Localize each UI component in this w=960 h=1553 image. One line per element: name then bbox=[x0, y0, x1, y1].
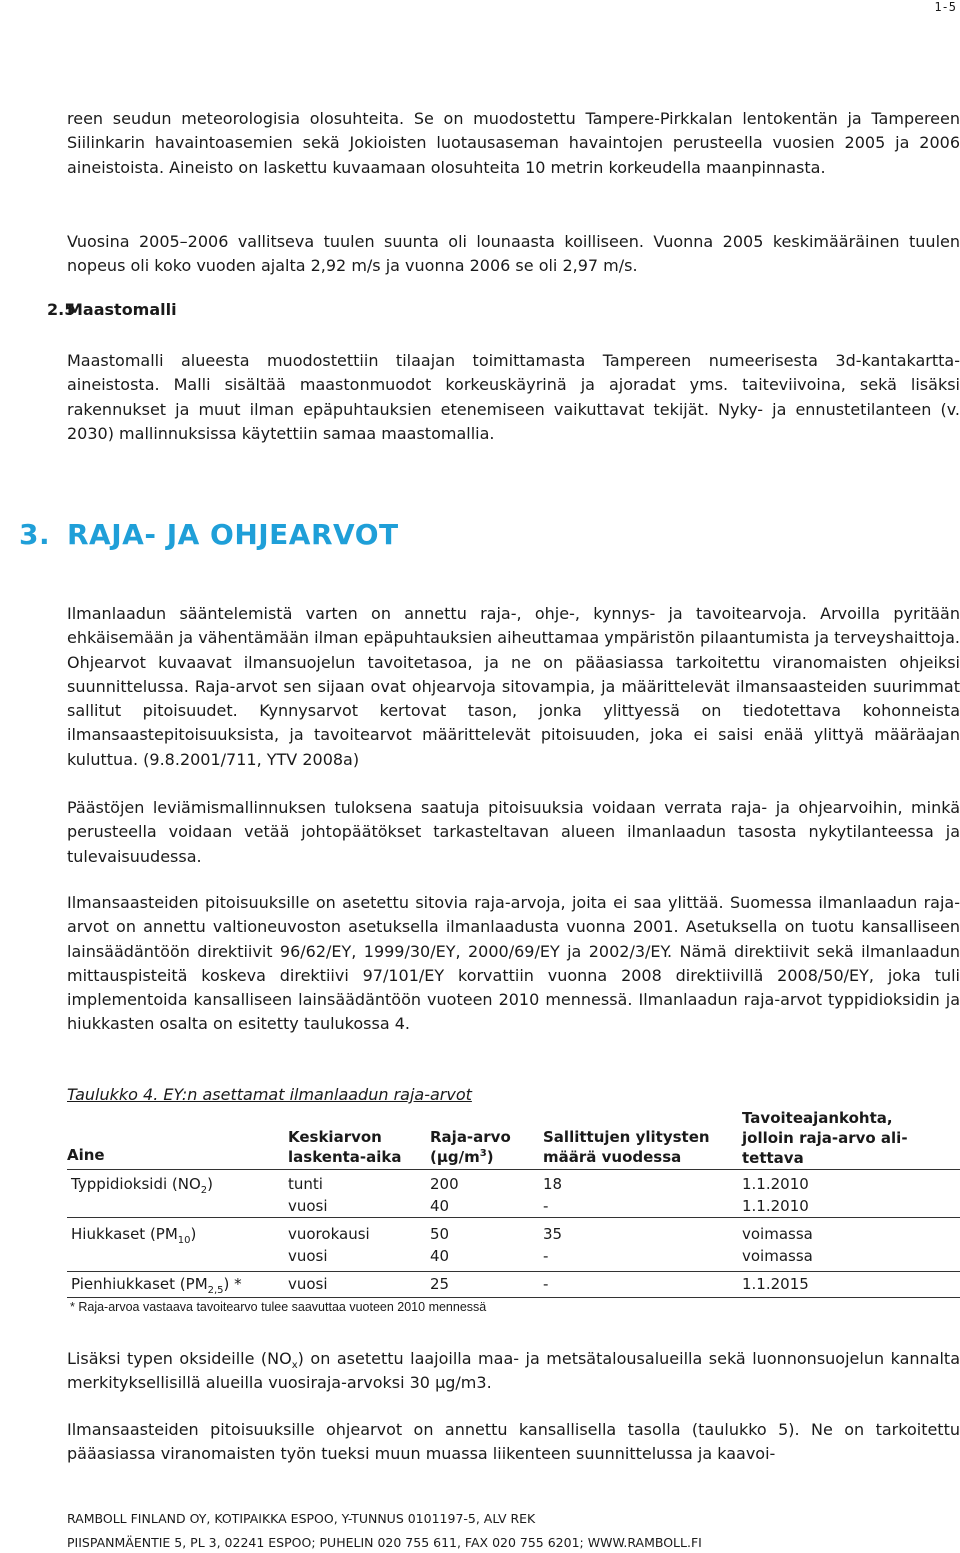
target-value: voimassa bbox=[742, 1225, 813, 1243]
cell-limit bbox=[430, 1173, 459, 1217]
cell-time bbox=[288, 1273, 328, 1295]
cell-aine bbox=[71, 1223, 196, 1245]
target-value: voimassa bbox=[742, 1247, 813, 1265]
dispersion-paragraph: Päästöjen leviämismallinnuksen tuloksena saatuja pitoisuuksia voidaan verrata raja- ja ohjearvoihin, minkä perusteella voidaan vetää johtopäätökset tarkasteltavan alueen ilmanlaadun tasosta nykytilanteessa ja tulevaisuudessa. bbox=[67, 798, 960, 866]
cell-target bbox=[742, 1173, 809, 1217]
time-value: vuosi bbox=[288, 1197, 328, 1215]
table-row bbox=[67, 1218, 960, 1272]
cell-exceed bbox=[543, 1273, 548, 1295]
maastomalli-paragraph: Maastomalli alueesta muodostettiin tilaajan toimittamasta Tampereen numeerisesta 3d-kantakartta-aineistosta. Malli sisältää maastonmuodot korkeuskäyrinä ja ajoradat yms. taiteviivoina, sekä lisäksi rakennukset ja muut ilman epäpuhtauksien etenemiseen vaikuttavat tekijät. Nyky- ja ennustetilanteen (v. 2030) mallinnuksissa käytettiin samaa maastomallia. bbox=[67, 351, 960, 443]
exceed-value: - bbox=[543, 1197, 549, 1215]
footer-contact-line: PIISPANMÄENTIE 5, PL 3, 02241 ESPOO; PUHELIN 020 755 611, FAX 020 755 6201; WWW.RAMBOLL.FI bbox=[67, 1535, 702, 1550]
cell-aine bbox=[71, 1173, 213, 1195]
section-heading-maastomalli bbox=[47, 300, 177, 319]
section-title: Maastomalli bbox=[67, 300, 177, 319]
header-sallittujen bbox=[543, 1127, 710, 1167]
time-value: tunti bbox=[288, 1175, 323, 1193]
header-keskiarvon-line2: laskenta-aika bbox=[288, 1148, 402, 1166]
cell-target bbox=[742, 1273, 809, 1295]
header-keskiarvon-line1: Keskiarvon bbox=[288, 1128, 382, 1146]
cell-aine bbox=[71, 1273, 242, 1295]
limit-value: 40 bbox=[430, 1197, 450, 1215]
cell-target bbox=[742, 1223, 813, 1267]
chapter-title: RAJA- JA OHJEARVOT bbox=[67, 518, 399, 551]
header-sallittujen-line1: Sallittujen ylitysten bbox=[543, 1128, 710, 1146]
nox-text-end: ) on asetettu laajoilla maa- ja metsätalousalueilla sekä luonnonsuojelun kannalta merkityksellisillä alueilla vuosiraja-arvoksi 30 µg/m3. bbox=[67, 1349, 960, 1393]
header-raja-unit-sup: 3 bbox=[479, 1148, 487, 1159]
aine-name: Pienhiukkaset (PM bbox=[71, 1275, 208, 1293]
aine-sub: 2,5 bbox=[207, 1285, 224, 1296]
target-value: 1.1.2015 bbox=[742, 1275, 809, 1293]
nox-paragraph bbox=[67, 1347, 960, 1396]
page-number: 1-5 bbox=[934, 0, 956, 14]
time-value: vuorokausi bbox=[288, 1225, 370, 1243]
aine-close: ) * bbox=[223, 1275, 242, 1293]
cell-time bbox=[288, 1173, 328, 1217]
directives-paragraph: Ilmansaasteiden pitoisuuksille on asetettu sitovia raja-arvoja, joita ei saa ylittää. Suomessa ilmanlaadun raja-arvot on annettu valtioneuvoston asetuksella ilmanlaadusta vuonna 2001. Asetuksella on tuotu kansalliseen lainsäädäntöön direktiivit 96/62/EY, 1999/30/EY, 2000/69/EY ja 2002/3/EY. Nämä direktiivit sekä ilmanlaadun mittauspisteitä koskeva direktiivi 97/101/EY korvattiin vuonna 2008 direktiivillä 2008/50/EY, joka tuli implementoida kansalliseen lainsäädäntöön vuoteen 2010 mennessä. Ilmanlaadun raja-arvot typpidioksidin ja hiukkasten osalta on esitetty taulukossa 4. bbox=[67, 893, 960, 1034]
table-header-row bbox=[67, 1105, 960, 1170]
section-number: 2.5 bbox=[47, 300, 76, 319]
cell-limit bbox=[430, 1273, 449, 1295]
header-sallittujen-line2: määrä vuodessa bbox=[543, 1148, 682, 1166]
aine-name: Hiukkaset (PM bbox=[71, 1225, 178, 1243]
intro-paragraph: reen seudun meteorologisia olosuhteita. Se on muodostettu Tampere-Pirkkalan lentokentän ja Tampereen Siilinkarin havaintoasemien sekä Jokioisten luotausaseman havaintojen perusteella vuosien 2005 ja 2006 aineistoista. Aineisto on laskettu kuvaamaan olosuhteita 10 metrin korkeudella maanpinnasta. bbox=[67, 109, 960, 177]
aine-close: ) bbox=[190, 1225, 197, 1243]
nox-text-start: Lisäksi typen oksideille (NO bbox=[67, 1349, 292, 1368]
limit-value: 40 bbox=[430, 1247, 450, 1265]
cell-exceed bbox=[543, 1173, 562, 1217]
header-raja-arvo-line1: Raja-arvo bbox=[430, 1128, 511, 1146]
limit-value: 25 bbox=[430, 1275, 450, 1293]
wind-paragraph: Vuosina 2005–2006 vallitseva tuulen suunta oli lounaasta koilliseen. Vuonna 2005 keskimääräinen tuulen nopeus oli koko vuoden ajalta 2,92 m/s ja vuonna 2006 se oli 2,97 m/s. bbox=[67, 232, 960, 276]
limit-values-paragraph: Ilmanlaadun sääntelemistä varten on annettu raja-, ohje-, kynnys- ja tavoitearvoja. Arvoilla pyritään ehkäisemään ja vähentämään ilman epäpuhtauksien aiheuttamaa ympäristön pilaantumista ja terveyshaittoja. Ohjearvot kuvaavat ilmansuojelun tavoitetasoa, ja ne on pääasiassa tarkoitettu viranomaisten ohjeiksi suunnittelussa. Raja-arvot sen sijaan ovat ohjearvoja sitovampia, ja määrittelevät ilmansaasteiden suurimmat sallitut pitoisuudet. Kynnysarvot kertovat tason, jonka ylittyessä on tiedotettava kohonneista ilmansaastepitoisuuksista, ja tavoitearvot määrittelevät pitoisuuden, joka ei saisi enää ylittyä määräajan kuluttua. (9.8.2001/711, YTV 2008a) bbox=[67, 604, 960, 769]
aine-sub: 2 bbox=[200, 1185, 208, 1196]
exceed-value: - bbox=[543, 1247, 549, 1265]
header-raja-arvo-line2 bbox=[430, 1147, 511, 1167]
header-raja-unit: (µg/m bbox=[430, 1148, 480, 1166]
header-tavoiteajankohta bbox=[742, 1108, 908, 1168]
header-aine: Aine bbox=[67, 1146, 105, 1164]
header-tavoite-line3: tettava bbox=[742, 1149, 804, 1167]
chapter-number: 3. bbox=[19, 518, 51, 551]
table-row bbox=[67, 1272, 960, 1298]
cell-limit bbox=[430, 1223, 449, 1267]
table-row bbox=[67, 1170, 960, 1218]
limit-values-table bbox=[67, 1105, 960, 1298]
target-value: 1.1.2010 bbox=[742, 1197, 809, 1215]
header-raja-arvo bbox=[430, 1127, 511, 1167]
header-raja-unit-close: ) bbox=[486, 1148, 494, 1166]
target-value: 1.1.2010 bbox=[742, 1175, 809, 1193]
cell-exceed bbox=[543, 1223, 562, 1267]
header-tavoite-line1: Tavoiteajankohta, bbox=[742, 1109, 893, 1127]
guide-values-paragraph: Ilmansaasteiden pitoisuuksille ohjearvot on annettu kansallisella tasolla (taulukko 5). Ne on tarkoitettu pääasiassa viranomaisten työn tueksi muun muassa liikenteen suunnittelussa ja kaavoi- bbox=[67, 1420, 960, 1464]
chapter-heading-raja-ja-ohjearvot bbox=[19, 518, 399, 551]
cell-time bbox=[288, 1223, 370, 1267]
aine-close: ) bbox=[207, 1175, 214, 1193]
aine-name: Typpidioksidi (NO bbox=[71, 1175, 201, 1193]
aine-sub: 10 bbox=[177, 1235, 191, 1246]
nox-sub: x bbox=[291, 1360, 298, 1372]
exceed-value: 35 bbox=[543, 1225, 563, 1243]
limit-value: 50 bbox=[430, 1225, 450, 1243]
exceed-value: 18 bbox=[543, 1175, 563, 1193]
limit-value: 200 bbox=[430, 1175, 459, 1193]
table-footnote: * Raja-arvoa vastaava tavoitearvo tulee saavuttaa vuoteen 2010 mennessä bbox=[70, 1300, 487, 1314]
header-tavoite-line2: jolloin raja-arvo ali- bbox=[742, 1129, 908, 1147]
table-caption: Taulukko 4. EY:n asettamat ilmanlaadun raja-arvot bbox=[67, 1085, 472, 1104]
exceed-value: - bbox=[543, 1275, 549, 1293]
header-keskiarvon bbox=[288, 1127, 402, 1167]
time-value: vuosi bbox=[288, 1247, 328, 1265]
footer-company-line: RAMBOLL FINLAND OY, KOTIPAIKKA ESPOO, Y-TUNNUS 0101197-5, ALV REK bbox=[67, 1511, 536, 1526]
time-value: vuosi bbox=[288, 1275, 328, 1293]
